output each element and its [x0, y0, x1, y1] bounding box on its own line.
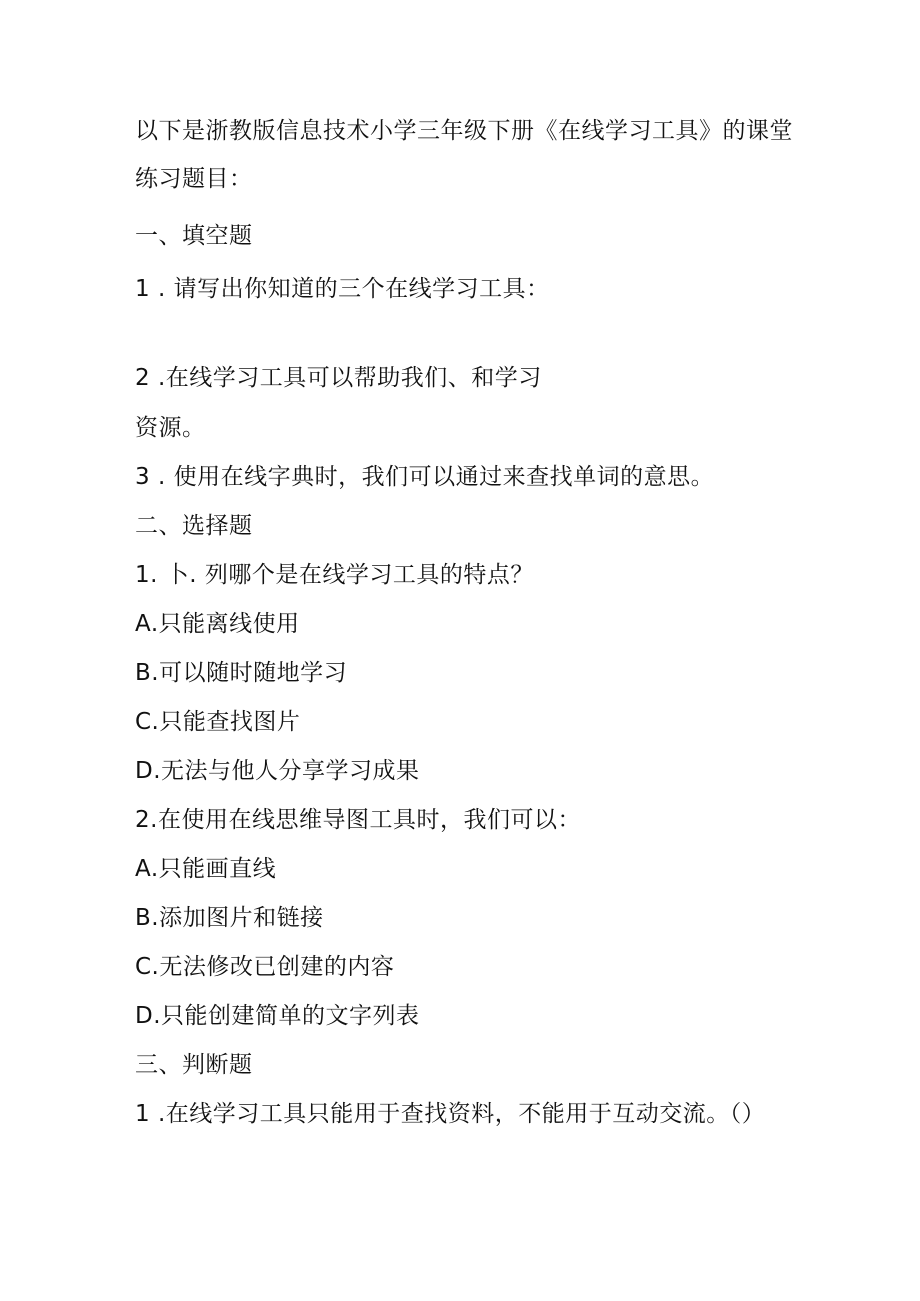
choice-question-2-stem: 2.在使用在线思维导图工具时，我们可以： — [135, 807, 581, 833]
section-choice-title: 二、选择题 — [135, 513, 253, 539]
fill-in-question-1: 1 . 请写出你知道的三个在线学习工具： — [135, 276, 550, 302]
choice-question-2-option-a: A.只能画直线 — [135, 856, 277, 882]
section-judgment-title: 三、判断题 — [135, 1052, 253, 1078]
choice-question-1-option-c: C.只能查找图片 — [135, 709, 301, 735]
choice-question-2-option-d: D.只能创建简单的文字列表 — [135, 1003, 420, 1029]
fill-in-question-3: 3 . 使用在线字典时，我们可以通过来查找单词的意思。 — [135, 464, 715, 490]
judgment-question-1: 1 .在线学习工具只能用于查找资料，不能用于互动交流。（） — [135, 1101, 766, 1127]
fill-in-question-2-line-1: 2 .在线学习工具可以帮助我们、和学习 — [135, 365, 542, 391]
section-fill-in-title: 一、填空题 — [135, 223, 253, 249]
choice-question-1-stem: 1. 卜. 列哪个是在线学习工具的特点？ — [135, 562, 534, 588]
choice-question-1-option-b: B.可以随时随地学习 — [135, 660, 348, 686]
choice-question-2-option-c: C.无法修改已创建的内容 — [135, 954, 395, 980]
choice-question-1-option-d: D.无法与他人分享学习成果 — [135, 758, 420, 784]
choice-question-2-option-b: B.添加图片和链接 — [135, 905, 324, 931]
intro-text-line-2: 练习题目： — [135, 166, 253, 192]
intro-text-line-1: 以下是浙教版信息技术小学三年级下册《在线学习工具》的课堂 — [135, 118, 793, 144]
choice-question-1-option-a: A.只能离线使用 — [135, 611, 300, 637]
fill-in-question-2-line-2: 资源。 — [135, 415, 206, 441]
